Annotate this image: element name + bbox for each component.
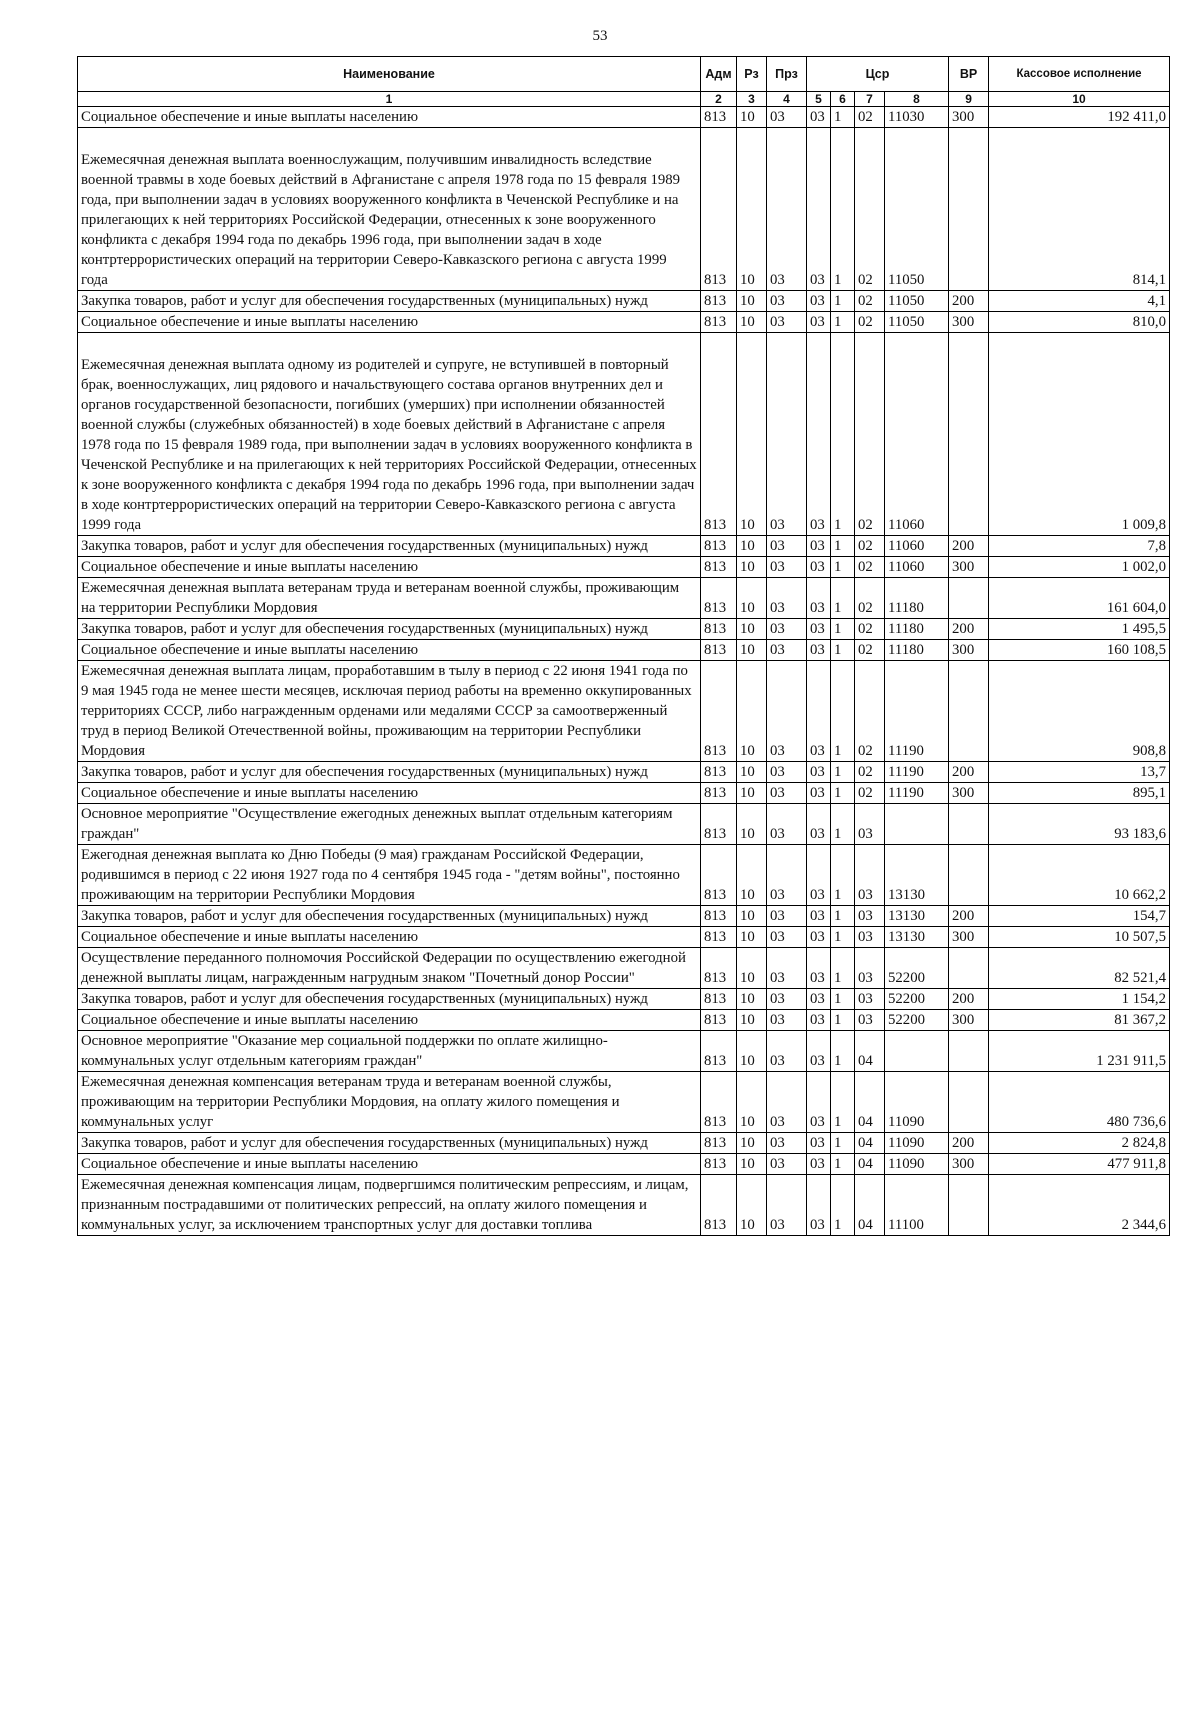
rz-code: 10 — [737, 1010, 767, 1031]
csr-part-4: 52200 — [885, 948, 949, 989]
csr-part-4: 11060 — [885, 536, 949, 557]
csr-part-2: 1 — [831, 536, 855, 557]
table-row — [78, 1133, 1170, 1154]
csr-part-2: 1 — [831, 1133, 855, 1154]
cash-execution-amount: 1 495,5 — [989, 619, 1170, 640]
cash-execution-amount: 82 521,4 — [989, 948, 1170, 989]
column-number: 10 — [989, 92, 1170, 107]
csr-part-2: 1 — [831, 783, 855, 804]
csr-part-1: 03 — [807, 989, 831, 1010]
prz-code: 03 — [767, 333, 807, 536]
csr-part-3: 02 — [855, 762, 885, 783]
csr-part-4: 11190 — [885, 661, 949, 762]
csr-part-4: 13130 — [885, 927, 949, 948]
csr-part-1: 03 — [807, 927, 831, 948]
csr-part-2: 1 — [831, 1154, 855, 1175]
csr-part-3: 03 — [855, 989, 885, 1010]
csr-part-1: 03 — [807, 578, 831, 619]
csr-part-2: 1 — [831, 619, 855, 640]
vr-code: 200 — [949, 291, 989, 312]
item-name: Закупка товаров, работ и услуг для обеспечения государственных (муниципальных) нужд — [78, 1133, 701, 1154]
csr-part-4: 11060 — [885, 557, 949, 578]
csr-part-4: 11180 — [885, 578, 949, 619]
csr-part-1: 03 — [807, 128, 831, 291]
table-row — [78, 906, 1170, 927]
vr-code — [949, 948, 989, 989]
csr-part-2: 1 — [831, 1010, 855, 1031]
column-number: 8 — [885, 92, 949, 107]
rz-code: 10 — [737, 128, 767, 291]
csr-part-1: 03 — [807, 948, 831, 989]
rz-code: 10 — [737, 1133, 767, 1154]
rz-code: 10 — [737, 312, 767, 333]
adm-code: 813 — [701, 1154, 737, 1175]
item-name: Социальное обеспечение и иные выплаты населению — [78, 1154, 701, 1175]
csr-part-4: 52200 — [885, 989, 949, 1010]
item-name: Социальное обеспечение и иные выплаты населению — [78, 312, 701, 333]
rz-code: 10 — [737, 762, 767, 783]
prz-code: 03 — [767, 536, 807, 557]
adm-code: 813 — [701, 640, 737, 661]
adm-code: 813 — [701, 291, 737, 312]
csr-part-3: 02 — [855, 536, 885, 557]
prz-code: 03 — [767, 1175, 807, 1236]
column-number: 1 — [78, 92, 701, 107]
cash-execution-amount: 192 411,0 — [989, 107, 1170, 128]
adm-code: 813 — [701, 333, 737, 536]
header-adm: Адм — [701, 57, 737, 92]
item-name: Ежемесячная денежная компенсация ветеранам труда и ветеранам военной службы, проживающим на территории Республики Мордовия, на оплату жилого помещения и коммунальных услуг — [78, 1072, 701, 1133]
csr-part-1: 03 — [807, 661, 831, 762]
vr-code: 300 — [949, 312, 989, 333]
csr-part-3: 03 — [855, 845, 885, 906]
prz-code: 03 — [767, 128, 807, 291]
csr-part-3: 02 — [855, 557, 885, 578]
csr-part-3: 03 — [855, 948, 885, 989]
csr-part-4: 11090 — [885, 1133, 949, 1154]
table-row — [78, 804, 1170, 845]
table-row — [78, 333, 1170, 536]
rz-code: 10 — [737, 1154, 767, 1175]
prz-code: 03 — [767, 578, 807, 619]
vr-code: 200 — [949, 989, 989, 1010]
csr-part-4 — [885, 1031, 949, 1072]
item-name: Социальное обеспечение и иные выплаты населению — [78, 640, 701, 661]
csr-part-1: 03 — [807, 1031, 831, 1072]
budget-table — [77, 56, 1170, 1236]
table-row — [78, 1154, 1170, 1175]
table-row — [78, 312, 1170, 333]
csr-part-1: 03 — [807, 1010, 831, 1031]
table-row — [78, 1031, 1170, 1072]
csr-part-2: 1 — [831, 989, 855, 1010]
cash-execution-amount: 2 344,6 — [989, 1175, 1170, 1236]
csr-part-2: 1 — [831, 927, 855, 948]
rz-code: 10 — [737, 948, 767, 989]
csr-part-3: 02 — [855, 578, 885, 619]
rz-code: 10 — [737, 107, 767, 128]
csr-part-3: 04 — [855, 1175, 885, 1236]
item-name: Закупка товаров, работ и услуг для обеспечения государственных (муниципальных) нужд — [78, 989, 701, 1010]
csr-part-1: 03 — [807, 783, 831, 804]
csr-part-4: 13130 — [885, 906, 949, 927]
csr-part-4: 11180 — [885, 640, 949, 661]
column-number: 6 — [831, 92, 855, 107]
item-name: Социальное обеспечение и иные выплаты населению — [78, 557, 701, 578]
csr-part-2: 1 — [831, 661, 855, 762]
cash-execution-amount: 895,1 — [989, 783, 1170, 804]
cash-execution-amount: 1 231 911,5 — [989, 1031, 1170, 1072]
prz-code: 03 — [767, 291, 807, 312]
csr-part-3: 02 — [855, 661, 885, 762]
table-row — [78, 661, 1170, 762]
adm-code: 813 — [701, 557, 737, 578]
csr-part-4: 13130 — [885, 845, 949, 906]
prz-code: 03 — [767, 948, 807, 989]
csr-part-4: 11050 — [885, 128, 949, 291]
item-name: Ежегодная денежная выплата ко Дню Победы (9 мая) гражданам Российской Федерации, родившимся в период с 22 июня 1927 года по 4 сентября 1945 года - "детям войны", постоянно проживающим на территории Республики Мордовия — [78, 845, 701, 906]
cash-execution-amount: 1 154,2 — [989, 989, 1170, 1010]
vr-code: 300 — [949, 927, 989, 948]
csr-part-1: 03 — [807, 640, 831, 661]
item-name: Закупка товаров, работ и услуг для обеспечения государственных (муниципальных) нужд — [78, 619, 701, 640]
csr-part-3: 02 — [855, 128, 885, 291]
csr-part-2: 1 — [831, 845, 855, 906]
csr-part-2: 1 — [831, 1175, 855, 1236]
rz-code: 10 — [737, 619, 767, 640]
cash-execution-amount: 10 662,2 — [989, 845, 1170, 906]
table-row — [78, 762, 1170, 783]
csr-part-2: 1 — [831, 804, 855, 845]
csr-part-2: 1 — [831, 291, 855, 312]
prz-code: 03 — [767, 989, 807, 1010]
item-name: Ежемесячная денежная компенсация лицам, подвергшимся политическим репрессиям, и лицам, признанным пострадавшими от политических репрессий, на оплату жилого помещения и коммунальных услуг, за исключением транспортных услуг для доставки топлива — [78, 1175, 701, 1236]
adm-code: 813 — [701, 619, 737, 640]
adm-code: 813 — [701, 906, 737, 927]
csr-part-2: 1 — [831, 557, 855, 578]
item-name: Социальное обеспечение и иные выплаты населению — [78, 783, 701, 804]
vr-code: 200 — [949, 906, 989, 927]
adm-code: 813 — [701, 1133, 737, 1154]
column-number: 2 — [701, 92, 737, 107]
table-row — [78, 927, 1170, 948]
cash-execution-amount: 908,8 — [989, 661, 1170, 762]
csr-part-2: 1 — [831, 1031, 855, 1072]
item-name: Закупка товаров, работ и услуг для обеспечения государственных (муниципальных) нужд — [78, 536, 701, 557]
csr-part-1: 03 — [807, 1133, 831, 1154]
cash-execution-amount: 7,8 — [989, 536, 1170, 557]
cash-execution-amount: 2 824,8 — [989, 1133, 1170, 1154]
rz-code: 10 — [737, 578, 767, 619]
csr-part-2: 1 — [831, 128, 855, 291]
csr-part-2: 1 — [831, 312, 855, 333]
vr-code: 300 — [949, 1010, 989, 1031]
item-name: Социальное обеспечение и иные выплаты населению — [78, 927, 701, 948]
adm-code: 813 — [701, 107, 737, 128]
table-row — [78, 578, 1170, 619]
csr-part-3: 02 — [855, 640, 885, 661]
adm-code: 813 — [701, 536, 737, 557]
rz-code: 10 — [737, 536, 767, 557]
table-row — [78, 948, 1170, 989]
table-row — [78, 536, 1170, 557]
csr-part-3: 02 — [855, 312, 885, 333]
csr-part-1: 03 — [807, 107, 831, 128]
header-name: Наименование — [78, 57, 701, 92]
csr-part-2: 1 — [831, 906, 855, 927]
adm-code: 813 — [701, 661, 737, 762]
cash-execution-amount: 10 507,5 — [989, 927, 1170, 948]
cash-execution-amount: 480 736,6 — [989, 1072, 1170, 1133]
column-number: 4 — [767, 92, 807, 107]
page-number: 53 — [592, 28, 608, 44]
table-row — [78, 107, 1170, 128]
rz-code: 10 — [737, 333, 767, 536]
csr-part-4: 11100 — [885, 1175, 949, 1236]
table-row — [78, 783, 1170, 804]
table-row — [78, 1072, 1170, 1133]
vr-code — [949, 804, 989, 845]
rz-code: 10 — [737, 845, 767, 906]
csr-part-2: 1 — [831, 578, 855, 619]
csr-part-2: 1 — [831, 1072, 855, 1133]
vr-code: 300 — [949, 783, 989, 804]
adm-code: 813 — [701, 989, 737, 1010]
vr-code: 200 — [949, 762, 989, 783]
rz-code: 10 — [737, 1031, 767, 1072]
prz-code: 03 — [767, 845, 807, 906]
table-row — [78, 640, 1170, 661]
column-number: 9 — [949, 92, 989, 107]
csr-part-1: 03 — [807, 536, 831, 557]
prz-code: 03 — [767, 107, 807, 128]
cash-execution-amount: 1 009,8 — [989, 333, 1170, 536]
vr-code: 200 — [949, 1133, 989, 1154]
rz-code: 10 — [737, 557, 767, 578]
prz-code: 03 — [767, 804, 807, 845]
vr-code: 300 — [949, 107, 989, 128]
item-name: Осуществление переданного полномочия Российской Федерации по осуществлению ежегодной денежной выплаты лицам, награжденным нагрудным знаком "Почетный донор России" — [78, 948, 701, 989]
column-number: 7 — [855, 92, 885, 107]
prz-code: 03 — [767, 661, 807, 762]
prz-code: 03 — [767, 1010, 807, 1031]
adm-code: 813 — [701, 804, 737, 845]
csr-part-3: 02 — [855, 619, 885, 640]
rz-code: 10 — [737, 1175, 767, 1236]
table-row — [78, 989, 1170, 1010]
cash-execution-amount: 477 911,8 — [989, 1154, 1170, 1175]
adm-code: 813 — [701, 927, 737, 948]
cash-execution-amount: 160 108,5 — [989, 640, 1170, 661]
item-name: Ежемесячная денежная выплата лицам, проработавшим в тылу в период с 22 июня 1941 года по 9 мая 1945 года не менее шести месяцев, исключая период работы на временно оккупированных территориях СССР, либо награжденным орденами или медалями СССР за самоотверженный труд в период Великой Отечественной войны, проживающим на территории Республики Мордовия — [78, 661, 701, 762]
csr-part-3: 04 — [855, 1072, 885, 1133]
csr-part-1: 03 — [807, 333, 831, 536]
column-number: 3 — [737, 92, 767, 107]
csr-part-2: 1 — [831, 107, 855, 128]
adm-code: 813 — [701, 1010, 737, 1031]
header-amount: Кассовое исполнение — [989, 57, 1170, 92]
vr-code: 300 — [949, 1154, 989, 1175]
csr-part-4: 11190 — [885, 762, 949, 783]
rz-code: 10 — [737, 804, 767, 845]
csr-part-3: 03 — [855, 906, 885, 927]
table-row — [78, 845, 1170, 906]
csr-part-3: 02 — [855, 107, 885, 128]
rz-code: 10 — [737, 989, 767, 1010]
prz-code: 03 — [767, 927, 807, 948]
csr-part-2: 1 — [831, 948, 855, 989]
rz-code: 10 — [737, 640, 767, 661]
adm-code: 813 — [701, 128, 737, 291]
adm-code: 813 — [701, 1072, 737, 1133]
vr-code — [949, 578, 989, 619]
adm-code: 813 — [701, 783, 737, 804]
csr-part-1: 03 — [807, 1072, 831, 1133]
cash-execution-amount: 13,7 — [989, 762, 1170, 783]
csr-part-4: 11090 — [885, 1154, 949, 1175]
csr-part-4: 11060 — [885, 333, 949, 536]
csr-part-4: 11190 — [885, 783, 949, 804]
table-row — [78, 1010, 1170, 1031]
rz-code: 10 — [737, 927, 767, 948]
header-prz: Прз — [767, 57, 807, 92]
vr-code — [949, 845, 989, 906]
prz-code: 03 — [767, 640, 807, 661]
item-name: Закупка товаров, работ и услуг для обеспечения государственных (муниципальных) нужд — [78, 762, 701, 783]
csr-part-1: 03 — [807, 762, 831, 783]
prz-code: 03 — [767, 557, 807, 578]
cash-execution-amount: 810,0 — [989, 312, 1170, 333]
csr-part-1: 03 — [807, 845, 831, 906]
csr-part-4 — [885, 804, 949, 845]
csr-part-1: 03 — [807, 312, 831, 333]
csr-part-3: 03 — [855, 1010, 885, 1031]
vr-code — [949, 661, 989, 762]
item-name: Социальное обеспечение и иные выплаты населению — [78, 107, 701, 128]
csr-part-1: 03 — [807, 804, 831, 845]
adm-code: 813 — [701, 578, 737, 619]
csr-part-1: 03 — [807, 906, 831, 927]
item-name: Закупка товаров, работ и услуг для обеспечения государственных (муниципальных) нужд — [78, 906, 701, 927]
csr-part-2: 1 — [831, 762, 855, 783]
rz-code: 10 — [737, 291, 767, 312]
prz-code: 03 — [767, 1133, 807, 1154]
prz-code: 03 — [767, 783, 807, 804]
rz-code: 10 — [737, 906, 767, 927]
item-name: Основное мероприятие "Оказание мер социальной поддержки по оплате жилищно-коммунальных услуг отдельным категориям граждан" — [78, 1031, 701, 1072]
rz-code: 10 — [737, 1072, 767, 1133]
table-row — [78, 1175, 1170, 1236]
column-number: 5 — [807, 92, 831, 107]
csr-part-1: 03 — [807, 291, 831, 312]
csr-part-3: 04 — [855, 1031, 885, 1072]
prz-code: 03 — [767, 619, 807, 640]
table-body — [78, 107, 1170, 1236]
csr-part-3: 03 — [855, 927, 885, 948]
item-name: Ежемесячная денежная выплата одному из родителей и супруге, не вступившей в повторный брак, военнослужащих, лиц рядового и начальствующего состава органов внутренних дел и органов государственной безопасности, погибших (умерших) при исполнении обязанностей военной службы (служебных обязанностей) в ходе боевых действий в Афганистане с апреля 1978 года по 15 февраля 1989 года, при выполнении задач в условиях вооруженного конфликта в Чеченской Республике и на прилегающих к ней территориях Российской Федерации, отнесенных к зоне вооруженного конфликта с декабря 1994 года по декабрь 1996 года, при выполнении задач в ходе контртеррористических операций на территории Северо-Кавказского региона с августа 1999 года — [78, 333, 701, 536]
prz-code: 03 — [767, 1154, 807, 1175]
cash-execution-amount: 4,1 — [989, 291, 1170, 312]
rz-code: 10 — [737, 661, 767, 762]
vr-code: 200 — [949, 619, 989, 640]
vr-code — [949, 333, 989, 536]
header-row — [78, 57, 1170, 92]
adm-code: 813 — [701, 762, 737, 783]
vr-code: 300 — [949, 557, 989, 578]
cash-execution-amount: 814,1 — [989, 128, 1170, 291]
cash-execution-amount: 1 002,0 — [989, 557, 1170, 578]
csr-part-3: 04 — [855, 1154, 885, 1175]
csr-part-3: 02 — [855, 333, 885, 536]
rz-code: 10 — [737, 783, 767, 804]
prz-code: 03 — [767, 1072, 807, 1133]
column-numbers-row — [78, 92, 1170, 107]
csr-part-4: 11030 — [885, 107, 949, 128]
table-row — [78, 557, 1170, 578]
csr-part-3: 04 — [855, 1133, 885, 1154]
csr-part-1: 03 — [807, 1154, 831, 1175]
item-name: Ежемесячная денежная выплата военнослужащим, получившим инвалидность вследствие военной травмы в ходе боевых действий в Афганистане с апреля 1978 года по 15 февраля 1989 года, при выполнении задач в условиях вооруженного конфликта в Чеченской Республике и на прилегающих к ней территориях Российской Федерации, отнесенных к зоне вооруженного конфликта с декабря 1994 года по декабрь 1996 года, при выполнении задач в ходе контртеррористических операций на территории Северо-Кавказского региона с августа 1999 года — [78, 128, 701, 291]
adm-code: 813 — [701, 845, 737, 906]
csr-part-2: 1 — [831, 333, 855, 536]
cash-execution-amount: 154,7 — [989, 906, 1170, 927]
csr-part-4: 11090 — [885, 1072, 949, 1133]
item-name: Закупка товаров, работ и услуг для обеспечения государственных (муниципальных) нужд — [78, 291, 701, 312]
csr-part-1: 03 — [807, 1175, 831, 1236]
vr-code — [949, 1072, 989, 1133]
header-csr: Цср — [807, 57, 949, 92]
vr-code — [949, 128, 989, 291]
cash-execution-amount: 93 183,6 — [989, 804, 1170, 845]
vr-code: 300 — [949, 640, 989, 661]
prz-code: 03 — [767, 1031, 807, 1072]
item-name: Ежемесячная денежная выплата ветеранам труда и ветеранам военной службы, проживающим на территории Республики Мордовия — [78, 578, 701, 619]
item-name: Социальное обеспечение и иные выплаты населению — [78, 1010, 701, 1031]
header-rz: Рз — [737, 57, 767, 92]
prz-code: 03 — [767, 762, 807, 783]
cash-execution-amount: 81 367,2 — [989, 1010, 1170, 1031]
csr-part-1: 03 — [807, 619, 831, 640]
vr-code — [949, 1175, 989, 1236]
csr-part-3: 02 — [855, 783, 885, 804]
adm-code: 813 — [701, 948, 737, 989]
header-vr: ВР — [949, 57, 989, 92]
adm-code: 813 — [701, 312, 737, 333]
table-row — [78, 291, 1170, 312]
table-row — [78, 619, 1170, 640]
csr-part-4: 11050 — [885, 312, 949, 333]
prz-code: 03 — [767, 906, 807, 927]
csr-part-4: 11180 — [885, 619, 949, 640]
adm-code: 813 — [701, 1031, 737, 1072]
adm-code: 813 — [701, 1175, 737, 1236]
csr-part-3: 03 — [855, 804, 885, 845]
csr-part-4: 11050 — [885, 291, 949, 312]
cash-execution-amount: 161 604,0 — [989, 578, 1170, 619]
csr-part-1: 03 — [807, 557, 831, 578]
vr-code: 200 — [949, 536, 989, 557]
table-row — [78, 128, 1170, 291]
csr-part-2: 1 — [831, 640, 855, 661]
csr-part-4: 52200 — [885, 1010, 949, 1031]
csr-part-3: 02 — [855, 291, 885, 312]
item-name: Основное мероприятие "Осуществление ежегодных денежных выплат отдельным категориям граждан" — [78, 804, 701, 845]
vr-code — [949, 1031, 989, 1072]
prz-code: 03 — [767, 312, 807, 333]
